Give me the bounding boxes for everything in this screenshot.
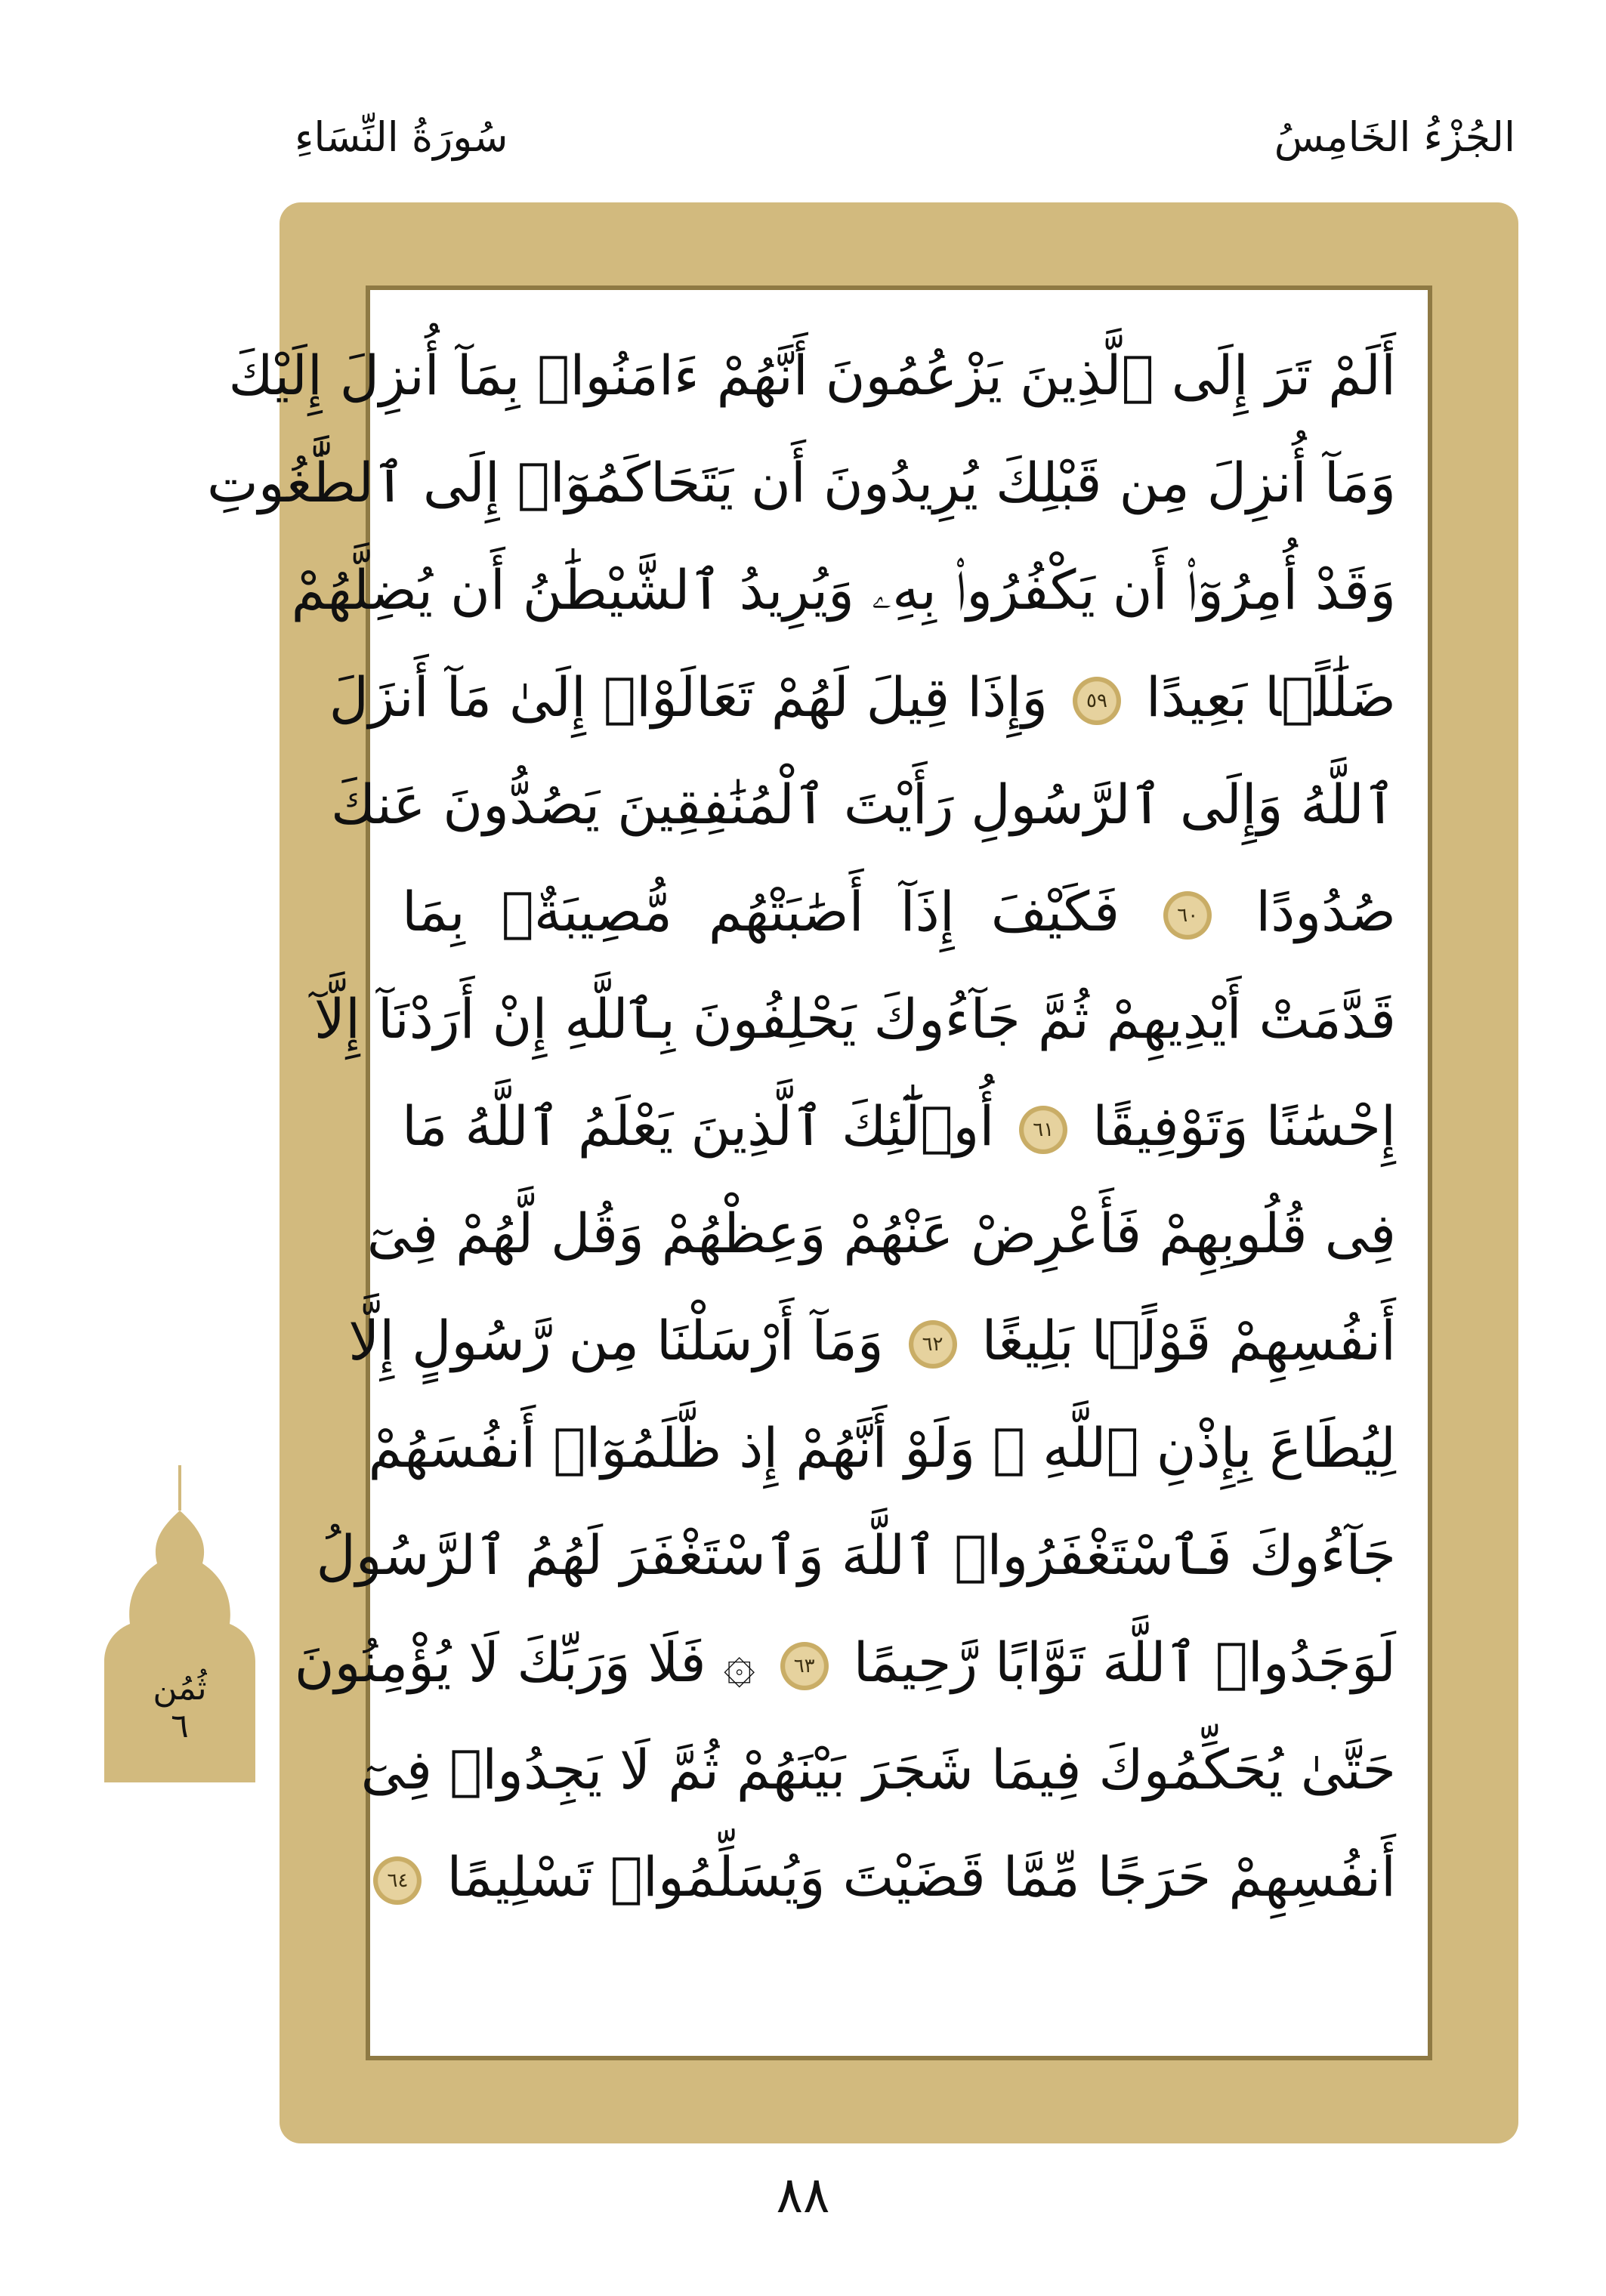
verse-text: وَقَدْ أُمِرُوٓا۟ أَن يَكْفُرُوا۟ بِهِۦ وَيُرِيدُ ٱلشَّيْطَٰنُ أَن يُضِلَّهُمْ bbox=[291, 558, 1396, 622]
ayah-number-marker: ٦٢ bbox=[909, 1320, 957, 1369]
verse-text: قَدَّمَتْ أَيْدِيهِمْ ثُمَّ جَآءُوكَ يَحْلِفُونَ بِٱللَّهِ إِنْ أَرَدْنَآ إِلَّآ bbox=[313, 987, 1396, 1051]
verse-text: جَآءُوكَ فَٱسْتَغْفَرُوا۟ ٱللَّهَ وَٱسْتَغْفَرَ لَهُمُ ٱلرَّسُولُ bbox=[316, 1523, 1396, 1587]
verse-line-7 bbox=[313, 965, 1396, 1072]
verse-line-6 bbox=[402, 858, 1396, 965]
verse-text: أَنفُسِهِمْ حَرَجًا مِّمَّا قَضَيْتَ وَيُسَلِّمُوا۟ تَسْلِيمًا bbox=[446, 1845, 1396, 1909]
verse-text: وَإِذَا قِيلَ لَهُمْ تَعَالَوْا۟ إِلَىٰ مَآ أَنزَلَ bbox=[329, 665, 1049, 729]
verse-line-3 bbox=[291, 536, 1396, 643]
text-panel bbox=[207, 285, 1432, 2060]
page-number: ٨٨ bbox=[776, 2166, 830, 2224]
verse-line-15 bbox=[387, 1823, 1396, 1930]
verse-text: ٱللَّهُ وَإِلَى ٱلرَّسُولِ رَأَيْتَ ٱلْمُنَٰفِقِينَ يَصُدُّونَ عَنكَ bbox=[331, 773, 1396, 836]
thumn-number: ٦ bbox=[171, 1707, 189, 1745]
verse-line-1 bbox=[228, 322, 1396, 429]
ayah-number-marker: ٦٠ bbox=[1163, 891, 1212, 940]
verse-text: لَوَجَدُوا۟ ٱللَّهَ تَوَّابًا رَّحِيمًا bbox=[853, 1631, 1396, 1694]
verse-text: فِى قُلُوبِهِمْ فَأَعْرِضْ عَنْهُمْ وَعِظْهُمْ وَقُل لَّهُمْ فِىٓ bbox=[366, 1202, 1396, 1265]
verse-line-5 bbox=[331, 751, 1396, 858]
verse-line-9 bbox=[366, 1180, 1396, 1287]
verse-line-14 bbox=[360, 1716, 1396, 1823]
verse-text: وَمَآ أَرْسَلْنَا مِن رَّسُولٍ إِلَّا bbox=[348, 1309, 884, 1372]
ayah-number-marker: ٥٩ bbox=[1073, 677, 1121, 725]
verse-text: فَكَيْفَ إِذَآ أَصَٰبَتْهُم مُّصِيبَةٌۢ بِمَا bbox=[402, 880, 1120, 943]
verse-text: حَتَّىٰ يُحَكِّمُوكَ فِيمَا شَجَرَ بَيْنَهُمْ ثُمَّ لَا يَجِدُوا۟ فِىٓ bbox=[360, 1738, 1396, 1801]
verse-line-8 bbox=[402, 1072, 1396, 1180]
ayah-number-marker: ٦٤ bbox=[373, 1856, 422, 1905]
page-frame bbox=[207, 202, 1518, 2143]
verse-line-10 bbox=[348, 1287, 1396, 1394]
verse-text: إِحْسَٰنًا وَتَوْفِيقًا bbox=[1092, 1094, 1397, 1158]
thumn-label: ثُمُن bbox=[153, 1669, 207, 1708]
verse-text: لِيُطَاعَ بِإِذْنِ ٱللَّهِ ۚ وَلَوْ أَنَّهُمْ إِذ ظَّلَمُوٓا۟ أَنفُسَهُمْ bbox=[368, 1416, 1396, 1480]
verse-line-2 bbox=[207, 429, 1396, 536]
verse-text: صُدُودًا bbox=[1255, 880, 1397, 943]
verse-line-13 bbox=[294, 1609, 1396, 1716]
thumn-marker bbox=[104, 1465, 255, 1782]
verse-text: ۞ فَلَا وَرَبِّكَ لَا يُؤْمِنُونَ bbox=[294, 1631, 755, 1694]
verse-text: أَلَمْ تَرَ إِلَى ٱلَّذِينَ يَزْعُمُونَ أَنَّهُمْ ءَامَنُوا۟ بِمَآ أُنزِلَ إِلَيْكَ bbox=[228, 344, 1396, 407]
verse-line-4 bbox=[329, 643, 1396, 751]
verse-line-12 bbox=[316, 1501, 1396, 1609]
verse-text: وَمَآ أُنزِلَ مِن قَبْلِكَ يُرِيدُونَ أَن يَتَحَاكَمُوٓا۟ إِلَى ٱلطَّٰغُوتِ bbox=[207, 451, 1396, 514]
verse-text: أُو۟لَٰٓئِكَ ٱلَّذِينَ يَعْلَمُ ٱللَّهُ مَا bbox=[402, 1094, 995, 1158]
juz-title: الجُزْءُ الخَامِسُ bbox=[1274, 113, 1515, 161]
verse-line-11 bbox=[368, 1394, 1396, 1501]
ayah-number-marker: ٦١ bbox=[1019, 1106, 1067, 1154]
surah-title: سُورَةُ النِّسَاءِ bbox=[295, 113, 508, 161]
verses-block bbox=[207, 322, 1428, 1930]
verse-text: أَنفُسِهِمْ قَوْلًۢا بَلِيغًا bbox=[981, 1309, 1396, 1372]
ayah-number-marker: ٦٣ bbox=[780, 1642, 829, 1690]
verse-text: ضَلَٰلًۢا بَعِيدًا bbox=[1145, 665, 1396, 729]
